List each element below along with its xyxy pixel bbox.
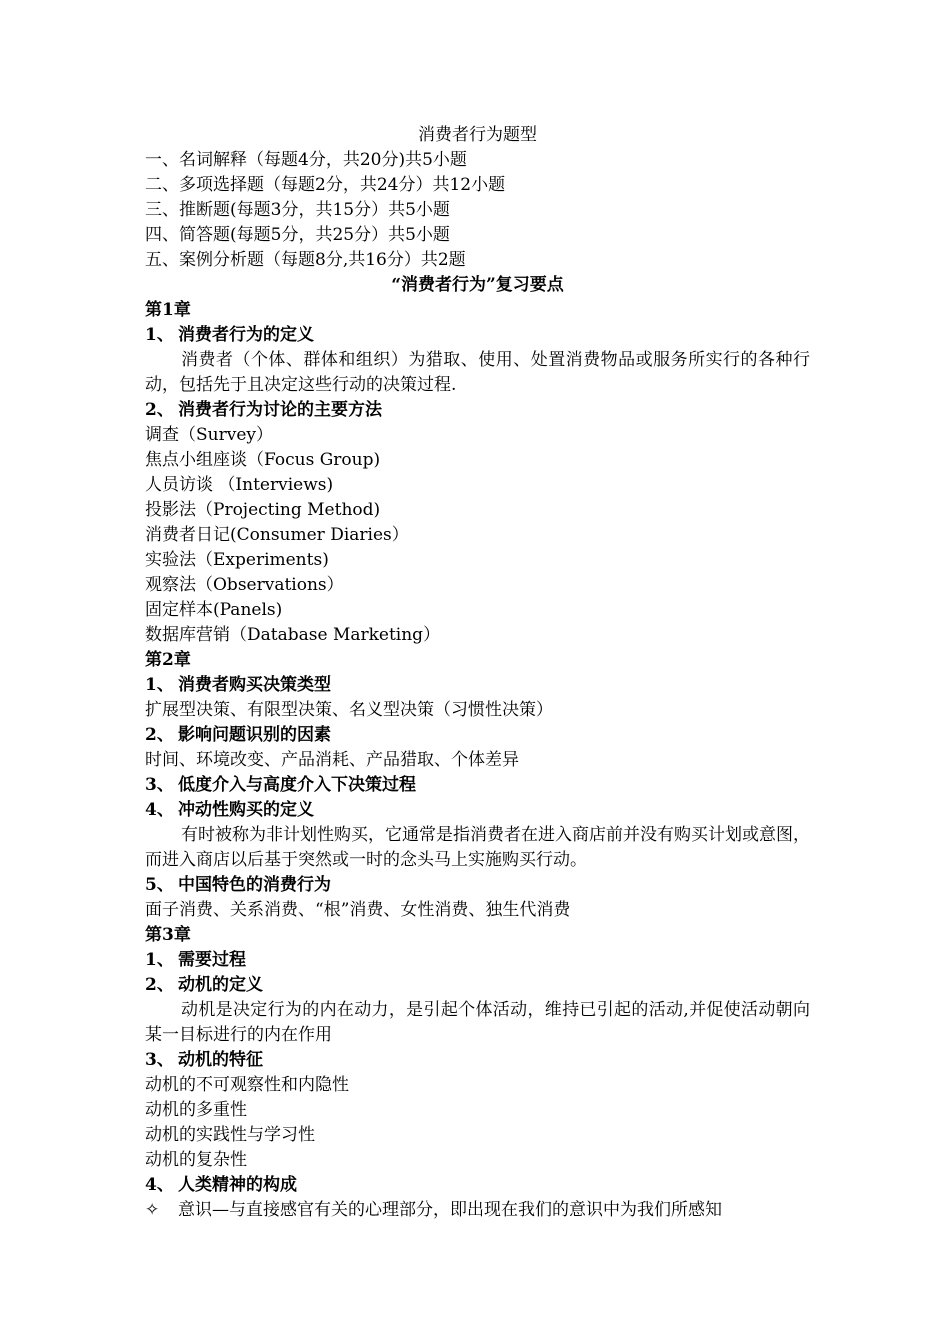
section-title: 需要过程 bbox=[178, 950, 246, 970]
section-heading bbox=[145, 1048, 810, 1073]
section-number: 1、 bbox=[145, 675, 174, 695]
section-heading bbox=[145, 973, 810, 998]
section-heading bbox=[145, 773, 810, 798]
question-type-line: 四、简答题(每题5分，共25分）共5小题 bbox=[145, 225, 450, 245]
document-body bbox=[145, 123, 810, 1223]
method-item: 消费者日记(Consumer Diaries） bbox=[145, 525, 409, 545]
section-heading bbox=[145, 873, 810, 898]
trait-item: 动机的实践性与学习性 bbox=[145, 1125, 315, 1145]
section-title: 低度介入与高度介入下决策过程 bbox=[178, 775, 416, 795]
chapter-heading: 第2章 bbox=[145, 650, 191, 670]
section-title: 冲动性购买的定义 bbox=[178, 800, 314, 820]
section-heading bbox=[145, 398, 810, 423]
section-title: 动机的特征 bbox=[178, 1050, 263, 1070]
definition-paragraph: 动机是决定行为的内在动力，是引起个体活动，维持已引起的活动,并促使活动朝向某一目标进行的内在作用 bbox=[145, 1000, 810, 1045]
review-title: “消费者行为”复习要点 bbox=[391, 275, 564, 295]
definition-paragraph: 有时被称为非计划性购买，它通常是指消费者在进入商店前并没有购买计划或意图，而进入商店以后基于突然或一时的念头马上实施购买行动。 bbox=[145, 825, 810, 870]
section-number: 3、 bbox=[145, 775, 174, 795]
section-title: 中国特色的消费行为 bbox=[178, 875, 331, 895]
section-title: 消费者购买决策类型 bbox=[178, 675, 331, 695]
section-number: 5、 bbox=[145, 875, 174, 895]
section-title: 人类精神的构成 bbox=[178, 1175, 297, 1195]
method-item: 实验法（Experiments) bbox=[145, 550, 329, 570]
section-title: 影响问题识别的因素 bbox=[178, 725, 331, 745]
chapter-heading: 第1章 bbox=[145, 300, 191, 320]
section-heading bbox=[145, 798, 810, 823]
method-item: 投影法（Projecting Method) bbox=[145, 500, 381, 520]
section-text: 时间、环境改变、产品消耗、产品猎取、个体差异 bbox=[145, 750, 519, 770]
section-number: 3、 bbox=[145, 1050, 174, 1070]
section-number: 1、 bbox=[145, 325, 174, 345]
section-heading bbox=[145, 948, 810, 973]
bullet-text: 意识—与直接感官有关的心理部分，即出现在我们的意识中为我们所感知 bbox=[178, 1200, 722, 1220]
method-item: 人员访谈 （Interviews) bbox=[145, 475, 334, 495]
trait-item: 动机的不可观察性和内隐性 bbox=[145, 1075, 349, 1095]
chapter-heading: 第3章 bbox=[145, 925, 191, 945]
trait-item: 动机的复杂性 bbox=[145, 1150, 247, 1170]
section-number: 2、 bbox=[145, 400, 174, 420]
section-text: 扩展型决策、有限型决策、名义型决策（习惯性决策） bbox=[145, 700, 553, 720]
section-number: 4、 bbox=[145, 1175, 174, 1195]
section-number: 2、 bbox=[145, 725, 174, 745]
diamond-bullet-icon: ✧ bbox=[145, 1200, 160, 1220]
question-type-line: 三、推断题(每题3分，共15分）共5小题 bbox=[145, 200, 450, 220]
section-title: 消费者行为的定义 bbox=[178, 325, 314, 345]
section-title: 消费者行为讨论的主要方法 bbox=[178, 400, 382, 420]
bullet-item bbox=[145, 1198, 810, 1223]
method-item: 观察法（Observations） bbox=[145, 575, 344, 595]
exam-title: 消费者行为题型 bbox=[418, 125, 537, 145]
section-text: 面子消费、关系消费、“根”消费、女性消费、独生代消费 bbox=[145, 900, 571, 920]
trait-item: 动机的多重性 bbox=[145, 1100, 247, 1120]
section-number: 1、 bbox=[145, 950, 174, 970]
section-number: 4、 bbox=[145, 800, 174, 820]
section-heading bbox=[145, 1173, 810, 1198]
method-item: 数据库营销（Database Marketing） bbox=[145, 625, 441, 645]
section-title: 动机的定义 bbox=[178, 975, 263, 995]
section-heading bbox=[145, 723, 810, 748]
section-number: 2、 bbox=[145, 975, 174, 995]
section-heading bbox=[145, 323, 810, 348]
section-heading bbox=[145, 673, 810, 698]
method-item: 焦点小组座谈（Focus Group) bbox=[145, 450, 381, 470]
method-item: 调查（Survey） bbox=[145, 425, 273, 445]
question-type-line: 二、多项选择题（每题2分，共24分）共12小题 bbox=[145, 175, 506, 195]
definition-paragraph: 消费者（个体、群体和组织）为猎取、使用、处置消费物品或服务所实行的各种行动，包括先于且决定这些行动的决策过程. bbox=[145, 350, 810, 395]
method-item: 固定样本(Panels) bbox=[145, 600, 283, 620]
question-type-line: 一、名词解释（每题4分，共20分)共5小题 bbox=[145, 150, 467, 170]
question-type-line: 五、案例分析题（每题8分,共16分）共2题 bbox=[145, 250, 466, 270]
